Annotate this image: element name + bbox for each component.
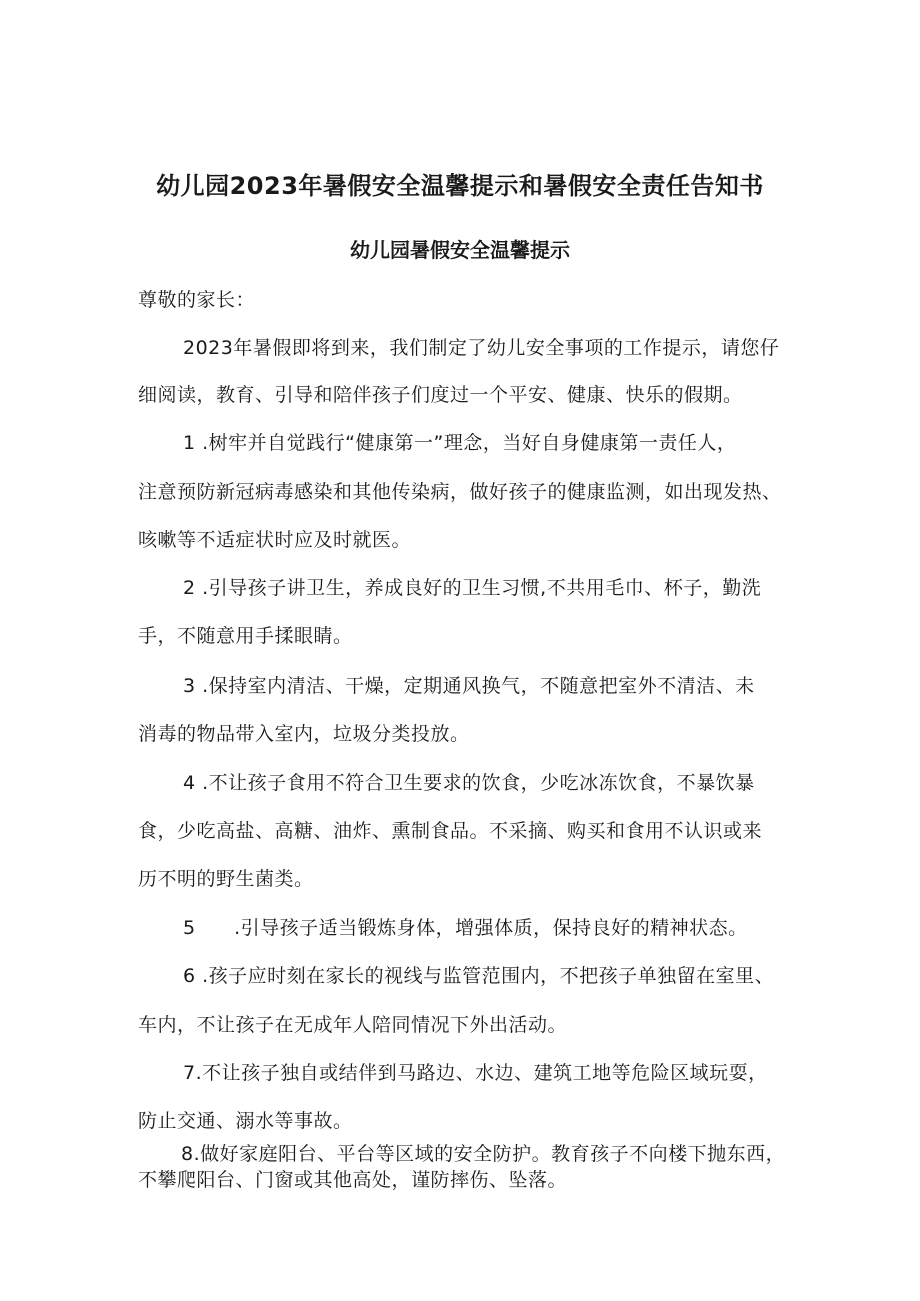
item-line: 注意预防新冠病毒感染和其他传染病，做好孩子的健康监测，如出现发热、 — [138, 481, 782, 503]
item-number: 8 — [181, 1143, 194, 1165]
item-text: 不让孩子独自或结伴到马路边、水边、建筑工地等危险区域玩耍， — [202, 1062, 768, 1084]
list-item-5 — [183, 915, 748, 941]
list-item-2 — [183, 575, 761, 601]
item-line: 车内，不让孩子在无成年人陪同情况下外出活动。 — [138, 1014, 568, 1036]
item-number: 7. — [183, 1062, 203, 1084]
intro-line: 细阅读，教育、引导和陪伴孩子们度过一个平安、健康、快乐的假期。 — [138, 384, 743, 406]
list-item-4 — [183, 770, 755, 796]
item-line: 食，少吃高盐、高糖、油炸、熏制食品。不采摘、购买和食用不认识或来 — [138, 820, 763, 842]
item-number: 1 — [183, 432, 196, 454]
item-number: 4 — [183, 772, 196, 794]
list-item-6 — [183, 963, 774, 989]
document-subtitle: 幼儿园暑假安全温馨提示 — [350, 238, 570, 262]
list-item-3 — [183, 673, 755, 699]
item-line: 历不明的野生菌类。 — [138, 868, 314, 890]
item-line: 不攀爬阳台、门窗或其他高处，谨防摔伤、坠落。 — [138, 1169, 568, 1191]
item-line: 手，不随意用手揉眼睛。 — [138, 625, 353, 647]
intro-line: 2023年暑假即将到来，我们制定了幼儿安全事项的工作提示，请您仔 — [183, 337, 780, 359]
list-item-1 — [183, 430, 736, 456]
item-text: .孩子应时刻在家长的视线与监管范围内，不把孩子单独留在室里、 — [202, 965, 775, 987]
item-line: 防止交通、溺水等事故。 — [138, 1110, 353, 1132]
list-item-7 — [183, 1060, 768, 1086]
item-number: 6 — [183, 965, 196, 987]
list-item-8 — [181, 1141, 785, 1167]
item-text: .保持室内清洁、干燥，定期通风换气，不随意把室外不清洁、未 — [202, 675, 755, 697]
item-number: 3 — [183, 675, 196, 697]
item-text: .引导孩子讲卫生，养成良好的卫生习惯,不共用毛巾、杯子，勤洗 — [202, 577, 762, 599]
item-text: .不让孩子食用不符合卫生要求的饮食，少吃冰冻饮食，不暴饮暴 — [202, 772, 755, 794]
salutation: 尊敬的家长： — [138, 289, 256, 311]
item-text: .树牢并自觉践行“健康第一”理念，当好自身健康第一责任人， — [202, 432, 737, 454]
item-number: 2 — [183, 577, 196, 599]
document-title: 幼儿园2023年暑假安全温馨提示和暑假安全责任告知书 — [156, 172, 764, 200]
item-line: 消毒的物品带入室内，垃圾分类投放。 — [138, 723, 470, 745]
item-text: .引导孩子适当锻炼身体，增强体质，保持良好的精神状态。 — [234, 917, 748, 939]
item-text: .做好家庭阳台、平台等区域的安全防护。教育孩子不向楼下抛东西， — [193, 1143, 786, 1165]
item-number: 5 — [183, 917, 196, 939]
item-line: 咳嗽等不适症状时应及时就医。 — [138, 529, 412, 551]
